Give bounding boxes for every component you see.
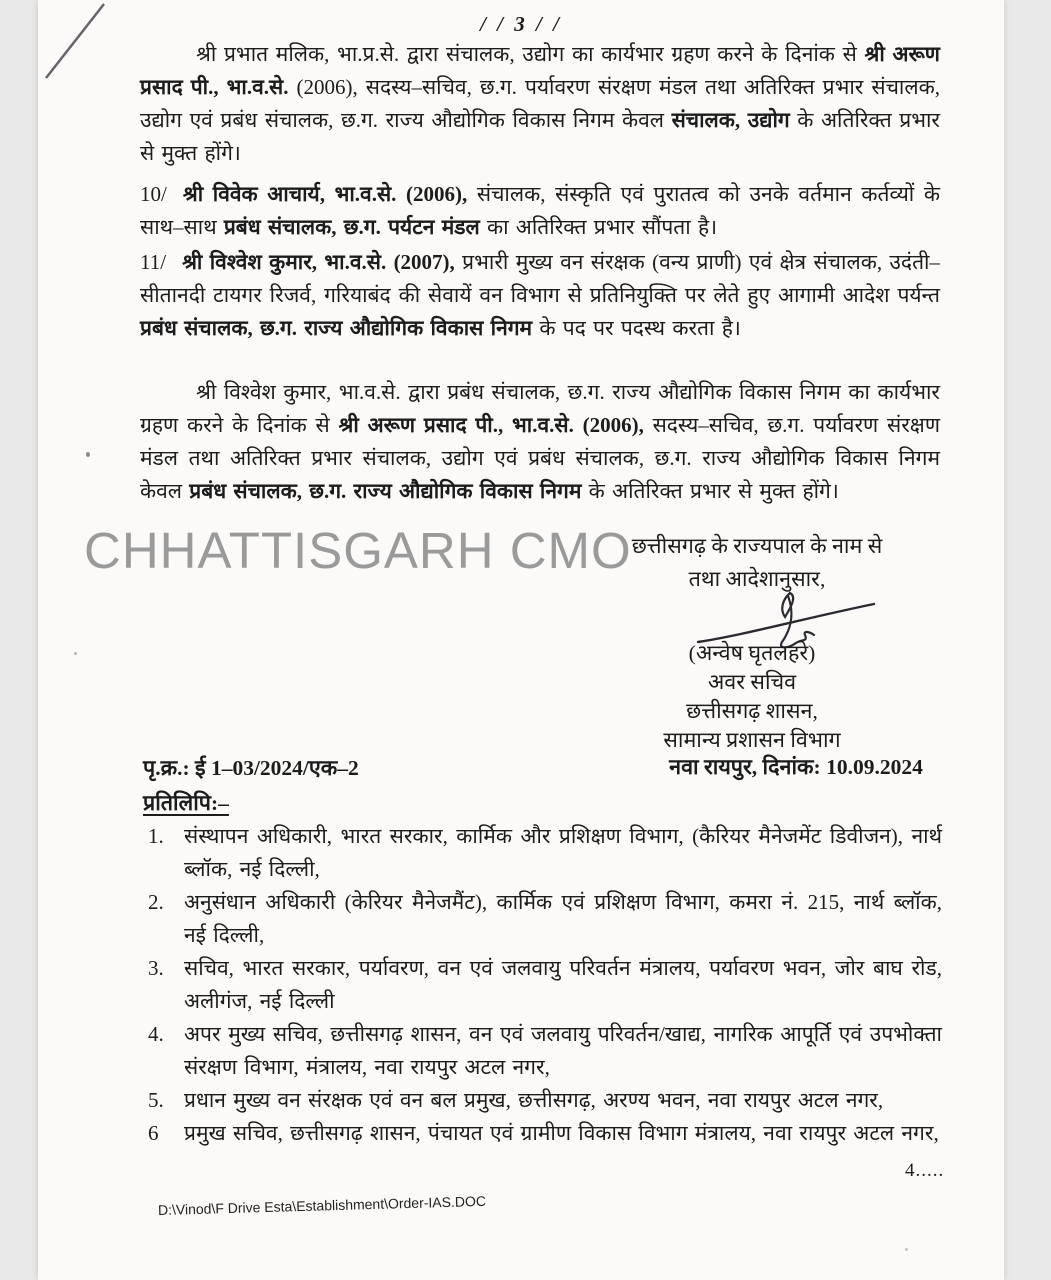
copy-recipient-row (148, 886, 942, 952)
scan-speck (74, 652, 77, 655)
copy-recipient-row (148, 820, 942, 886)
copy-recipient-text: सचिव, भारत सरकार, पर्यावरण, वन एवं जलवायु परिवर्तन मंत्रालय, पर्यावरण भवन, जोर बाघ रोड, अलीगंज, नई दिल्ली (184, 956, 942, 1013)
watermark-chhattisgarh-cmo: CHHATTISGARH CMO (84, 522, 632, 579)
page-continuation-mark: 4..... (905, 1160, 945, 1181)
copy-recipient-row (148, 1084, 942, 1117)
copy-recipient-number: 3. (148, 956, 164, 980)
copy-to-label: प्रतिलिपि:– (143, 791, 229, 815)
authority-statement (592, 530, 922, 596)
order-item-number: 11/ (140, 250, 167, 274)
order-item-number: 10/ (140, 182, 167, 206)
scan-speck (905, 1248, 908, 1251)
copy-recipient-text: संस्थापन अधिकारी, भारत सरकार, कार्मिक और प्रशिक्षण विभाग, (कैरियर मैनेजमेंट डिवीजन), नार्थ ब्लॉक, नई दिल्ली, (184, 824, 942, 881)
copy-recipient-row (148, 1117, 942, 1150)
copy-recipient-row (148, 952, 942, 1018)
signatory-block (622, 639, 882, 755)
copy-recipient-text: अनुसंधान अधिकारी (केरियर मैनेजमैंट), कार्मिक एवं प्रशिक्षण विभाग, कमरा नं. 215, नार्थ ब्लॉक, नई दिल्ली, (184, 890, 942, 947)
copy-recipient-text: प्रधान मुख्य वन संरक्षक एवं वन बल प्रमुख, छत्तीसगढ़, अरण्य भवन, नवा रायपुर अटल नगर, (184, 1088, 884, 1112)
copy-recipient-list (148, 820, 942, 1150)
signatory-department: सामान्य प्रशासन विभाग (663, 728, 841, 752)
footer-file-path: D:\Vinod\F Drive Esta\Establishment\Order-IAS.DOC (157, 1192, 487, 1218)
signatory-name: (अन्वेष घृतलहरे) (688, 641, 816, 665)
order-item-11 (140, 246, 940, 345)
copy-recipient-number: 4. (148, 1022, 164, 1046)
copy-recipient-row (148, 1018, 942, 1084)
copy-recipient-text: प्रमुख सचिव, छत्तीसगढ़ शासन, पंचायत एवं ग्रामीण विकास विभाग मंत्रालय, नवा रायपुर अटल नगर, (184, 1121, 939, 1145)
signatory-government: छत्तीसगढ़ शासन, (686, 699, 818, 723)
page-number: / / 3 / / (480, 12, 562, 36)
copy-recipient-number: 1. (148, 824, 164, 848)
copy-recipient-text: अपर मुख्य सचिव, छत्तीसगढ़ शासन, वन एवं जलवायु परिवर्तन/खाद्य, नागरिक आपूर्ति एवं उपभोक्ता संरक्षण विभाग, मंत्रालय, नवा रायपुर अटल नगर, (184, 1022, 942, 1079)
scan-speck (86, 452, 90, 457)
copy-recipient-number: 6 (148, 1121, 159, 1145)
authority-line-2: तथा आदेशानुसार, (688, 567, 826, 591)
place-date-line: नवा रायपुर, दिनांक: 10.09.2024 (669, 755, 923, 779)
paragraph-vishvesh-kumar-charge: श्री विश्वेश कुमार, भा.व.से. द्वारा प्रबंध संचालक, छ.ग. राज्य औद्योगिक विकास निगम का कार्यभार ग्रहण करने के दिनांक से श्री अरूण प्रसाद पी., भा.व.से. (2006), सदस्य–सचिव, छ.ग. पर्यावरण संरक्षण मंडल तथा अतिरिक्त प्रभार संचालक, उद्योग एवं प्रबंध संचालक, छ.ग. राज्य औद्योगिक विकास निगम केवल प्रबंध संचालक, छ.ग. राज्य औद्योगिक विकास निगम के अतिरिक्त प्रभार से मुक्त होंगे। (140, 380, 941, 503)
paragraph-prabhat-malik-charge: श्री प्रभात मलिक, भा.प्र.से. द्वारा संचालक, उद्योग का कार्यभार ग्रहण करने के दिनांक से श्री अरूण प्रसाद पी., भा.व.से. (2006), सदस्य–सचिव, छ.ग. पर्यावरण संरक्षण मंडल तथा अतिरिक्त प्रभार संचालक, उद्योग एवं प्रबंध संचालक, छ.ग. राज्य औद्योगिक विकास निगम केवल संचालक, उद्योग के अतिरिक्त प्रभार से मुक्त होंगे। (140, 42, 940, 165)
order-item-text: श्री विश्वेश कुमार, भा.व.से. (2007), प्रभारी मुख्य वन संरक्षक (वन्य प्राणी) एवं क्षेत्र संचालक, उदंती–सीतानदी टायगर रिजर्व, गरियाबंद की सेवायें वन विभाग से प्रतिनियुक्ति पर लेते हुए आगामी आदेश पर्यन्त प्रबंध संचालक, छ.ग. राज्य औद्योगिक विकास निगम के पद पर पदस्थ करता है। (140, 250, 940, 340)
signatory-designation: अवर सचिव (707, 670, 797, 694)
order-item-10 (140, 178, 940, 244)
copy-recipient-number: 2. (148, 890, 164, 914)
copy-recipient-number: 5. (148, 1088, 164, 1112)
authority-line-1: छत्तीसगढ़ के राज्यपाल के नाम से (631, 534, 883, 558)
endorsement-ref-number: पृ.क्र.: ई 1–03/2024/एक–2 (143, 756, 359, 780)
order-item-text: श्री विवेक आचार्य, भा.व.से. (2006), संचालक, संस्कृति एवं पुरातत्व को उनके वर्तमान कर्तव्यों के साथ–साथ प्रबंध संचालक, छ.ग. पर्यटन मंडल का अतिरिक्त प्रभार सौंपता है। (140, 182, 940, 239)
